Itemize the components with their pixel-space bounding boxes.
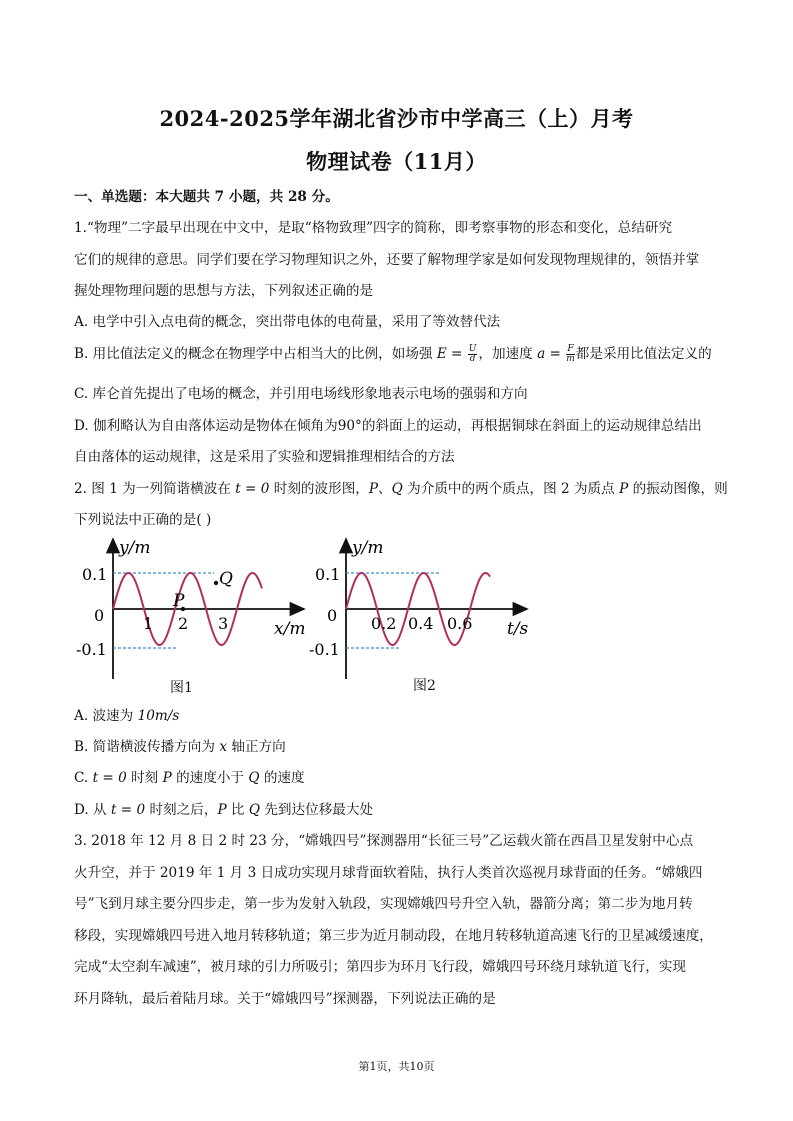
q2-option-a-text: A. 波速为 bbox=[74, 708, 134, 724]
fig2-tick-06: 0.6 bbox=[447, 614, 473, 633]
q3-stem-line1: 3. 2018 年 12 月 8 日 2 时 23 分，“嫦娥四号”探测器用“长征三号”乙运载火箭在西昌卫星发射中心点 bbox=[74, 833, 694, 849]
q3-stem-line4: 移段，实现嫦娥四号进入地月转移轨道；第三步为近月制动段，在地月转移轨道高速飞行的卫星减缓速度， bbox=[74, 928, 713, 944]
q1-fraction2-num: F bbox=[567, 344, 574, 354]
q1-fraction2-den: m bbox=[566, 354, 575, 364]
fig1-caption: 图1 bbox=[170, 680, 193, 696]
fig2-x-label: t/s bbox=[507, 619, 529, 639]
q2-option-c-label: C. bbox=[74, 770, 89, 786]
q1-fraction-num: U bbox=[468, 344, 477, 354]
figure-1-wave-graph bbox=[72, 533, 312, 693]
q2-option-c-p: P bbox=[162, 770, 172, 786]
q2-option-b-text: B. 简谐横波传播方向为 bbox=[74, 739, 215, 755]
q2-option-a-value: 10m/s bbox=[137, 708, 180, 724]
page-footer: 第1页，共10页 bbox=[358, 1060, 435, 1073]
fig1-tick-1: 1 bbox=[143, 614, 154, 633]
q2-option-d-p: P bbox=[217, 802, 227, 818]
q2-option-c bbox=[74, 769, 305, 787]
q2-option-c-text1: 时刻 bbox=[131, 770, 159, 786]
q1-stem-line1: 1.“物理”二字最早出现在中文中，是取“格物致理”四字的简称，即考察事物的形态和变化，总结研究 bbox=[74, 220, 673, 236]
q3-stem-line5: 完成“太空刹车减速”，被月球的引力所吸引；第四步为环月飞行段，嫦娥四号环绕月球轨道飞行，实现 bbox=[74, 959, 687, 975]
fig2-y-top: 0.1 bbox=[315, 565, 341, 584]
q1-formula-a: a = bbox=[537, 346, 561, 362]
q2-text-3: 为介质中的两个质点，图 2 为质点 bbox=[407, 481, 615, 497]
q2-option-d-label: D. 从 bbox=[74, 802, 107, 818]
exam-subtitle: 物理试卷（11月） bbox=[306, 149, 487, 174]
fig2-y-zero: 0 bbox=[327, 606, 338, 625]
q2-q: Q bbox=[391, 481, 403, 497]
q2-option-b-x: x bbox=[219, 739, 227, 755]
fig1-tick-2: 2 bbox=[178, 614, 189, 633]
q2-p2: P bbox=[619, 481, 629, 497]
q1-option-b-text: B. 用比值法定义的概念在物理学中占相当大的比例，如场强 bbox=[74, 346, 433, 362]
fig1-label-p: P bbox=[173, 591, 185, 611]
q1-option-b bbox=[74, 345, 712, 364]
q2-option-c-text2: 的速度小于 bbox=[176, 770, 245, 786]
q1-option-c: C. 库仑首先提出了电场的概念，并引用电场线形象地表示电场的强弱和方向 bbox=[74, 386, 528, 402]
q1-option-b-end: 都是采用比值法定义的 bbox=[575, 346, 712, 362]
q1-option-d-line2: 自由落体的运动规律，这是采用了实验和逻辑推理相结合的方法 bbox=[74, 449, 455, 465]
q2-option-c-q: Q bbox=[248, 770, 260, 786]
fig2-y-bottom: -0.1 bbox=[309, 640, 340, 659]
q2-t0: t = 0 bbox=[235, 481, 270, 497]
q2-option-a bbox=[74, 707, 179, 725]
q2-option-c-text3: 的速度 bbox=[263, 770, 305, 786]
q1-option-d-line1: D. 伽利略认为自由落体运动是物体在倾角为90°的斜面上的运动，再根据铜球在斜面上的运动规律总结出 bbox=[74, 418, 702, 434]
figure-2-vibration-graph bbox=[305, 533, 545, 693]
fig1-label-q: Q bbox=[219, 569, 233, 589]
q1-formula-e: E = bbox=[436, 346, 463, 362]
q3-stem-line6: 环月降轨，最后着陆月球。关于“嫦娥四号”探测器，下列说法正确的是 bbox=[74, 991, 496, 1007]
fig1-y-bottom: -0.1 bbox=[76, 640, 107, 659]
q3-stem-line3: 号”飞到月球主要分四步走，第一步为发射入轨段，实现嫦娥四号升空入轨，器箭分离；第二步为地月转 bbox=[74, 896, 693, 912]
q2-option-d-text1: 时刻之后， bbox=[149, 802, 218, 818]
fig2-tick-04: 0.4 bbox=[408, 614, 434, 633]
q1-fraction-u-d bbox=[468, 345, 478, 364]
q2-option-d-t0: t = 0 bbox=[110, 802, 146, 818]
q2-option-d bbox=[74, 801, 373, 819]
q1-stem-line2: 它们的规律的意思。同学们要在学习物理知识之外，还要了解物理学家是如何发现物理规律的，领悟并掌 bbox=[74, 252, 700, 268]
fig2-y-label: y/m bbox=[352, 538, 384, 558]
q1-fraction-f-m bbox=[566, 345, 575, 364]
fig1-y-top: 0.1 bbox=[82, 565, 108, 584]
fig2-tick-02: 0.2 bbox=[371, 614, 397, 633]
q2-option-b-end: 轴正方向 bbox=[231, 739, 286, 755]
q2-stem-line1 bbox=[74, 480, 728, 498]
q3-stem-line2: 火升空，并于 2019 年 1 月 3 日成功实现月球背面软着陆，执行人类首次巡视月球背面的任务。“嫦娥四 bbox=[74, 865, 703, 881]
q2-text-2: 时刻的波形图， bbox=[273, 481, 369, 497]
fig1-point-q bbox=[214, 581, 218, 585]
fig1-y-label: y/m bbox=[119, 538, 151, 558]
q2-option-d-text2: 比 bbox=[230, 802, 245, 818]
q1-option-a: A. 电学中引入点电荷的概念，突出带电体的电荷量，采用了等效替代法 bbox=[74, 314, 501, 330]
fig1-x-label: x/m bbox=[274, 619, 306, 639]
q2-text-4: 的振动图像，则 bbox=[632, 481, 728, 497]
fig2-caption: 图2 bbox=[413, 678, 436, 694]
q2-option-d-text3: 先到达位移最大处 bbox=[264, 802, 374, 818]
fig1-tick-3: 3 bbox=[218, 614, 229, 633]
fig1-y-zero: 0 bbox=[94, 606, 105, 625]
q1-fraction-den: d bbox=[469, 354, 476, 364]
q2-stem-line2: 下列说法中正确的是( ) bbox=[74, 512, 212, 528]
q2-option-d-q: Q bbox=[248, 802, 260, 818]
section-heading: 一、单选题：本大题共 7 小题，共 28 分。 bbox=[74, 189, 339, 205]
exam-title: 2024-2025学年湖北省沙市中学高三（上）月考 bbox=[159, 106, 634, 131]
q2-p: P bbox=[368, 481, 379, 497]
q1-stem-line3: 握处理物理问题的思想与方法，下列叙述正确的是 bbox=[74, 283, 374, 299]
q1-option-b-mid: ，加速度 bbox=[478, 346, 533, 362]
q2-sep: 、 bbox=[378, 481, 392, 497]
q2-option-c-t0: t = 0 bbox=[92, 770, 127, 786]
q2-text-1: 2. 图 1 为一列简谐横波在 bbox=[74, 481, 231, 497]
q2-option-b bbox=[74, 738, 286, 756]
